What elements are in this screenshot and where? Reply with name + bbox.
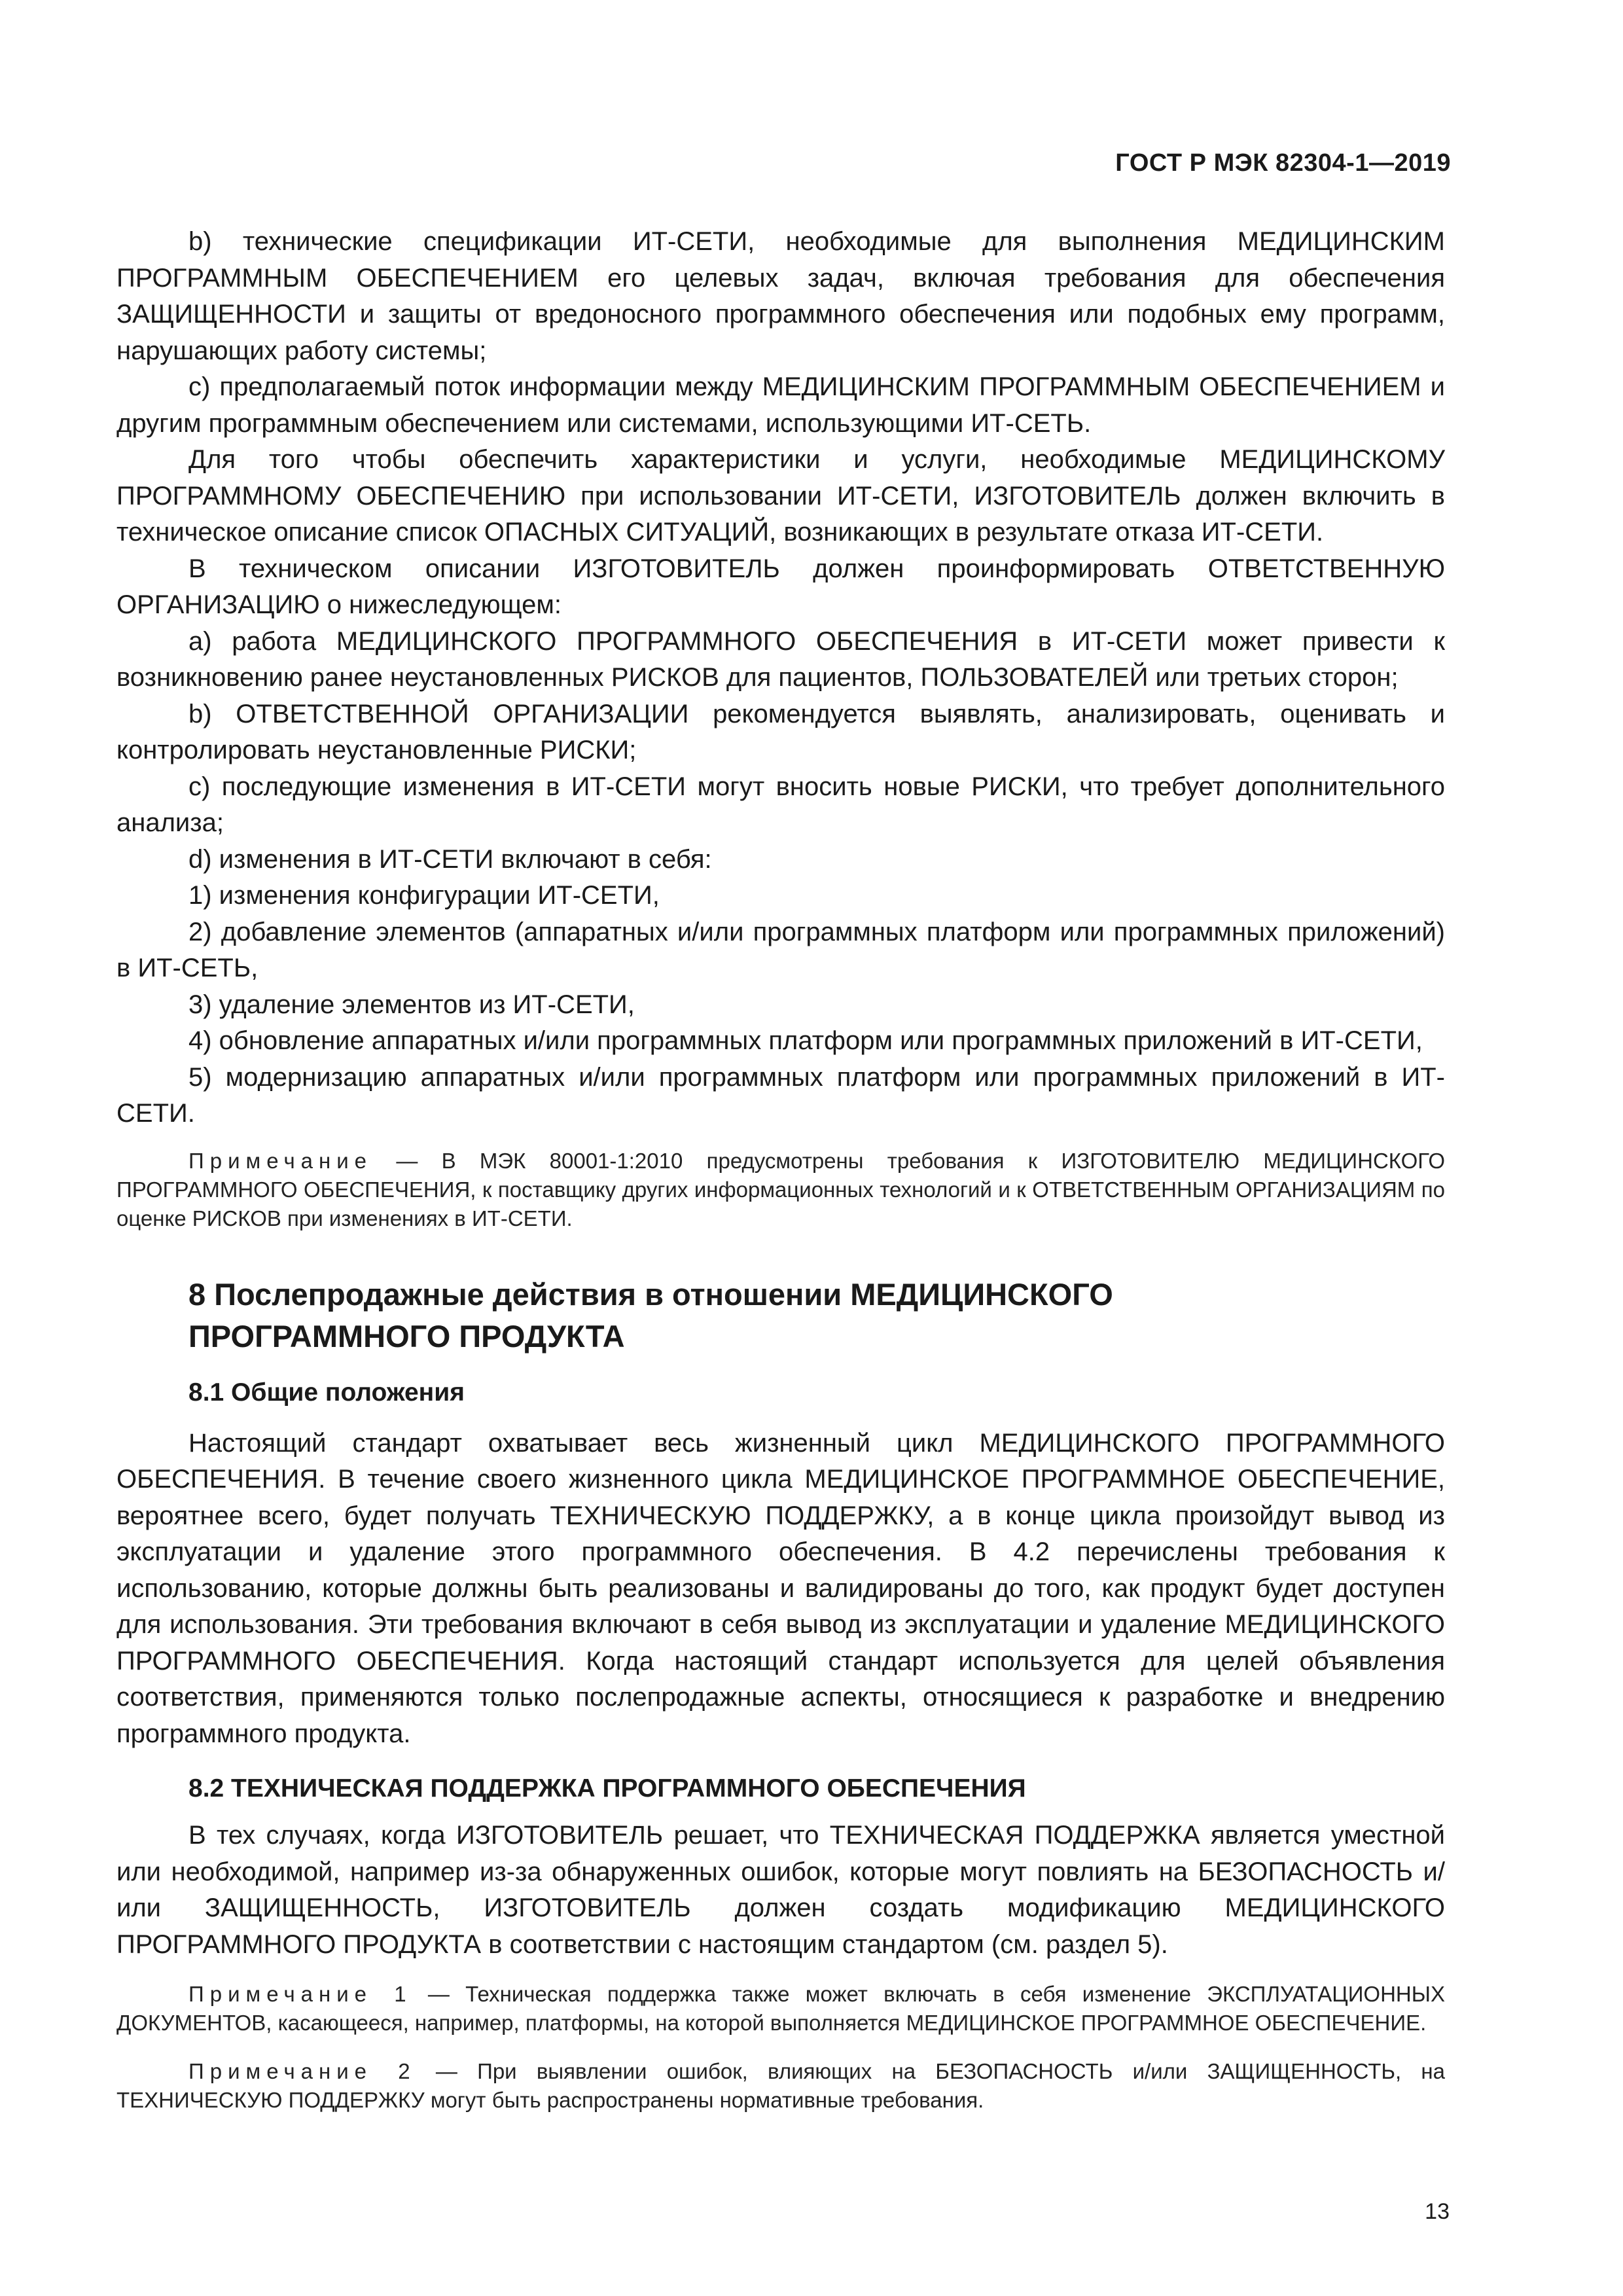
sub-item-4: 4) обновление аппаратных и/или программных платформ или программных приложений в ИТ-СЕТИ, [188, 1026, 1423, 1055]
note-2-regulatory [116, 2057, 1445, 2115]
note-text: — В МЭК 80001-1:2010 предусмотрены требования к ИЗГОТОВИТЕЛЮ МЕДИЦИНСКОГО ПРОГРАММНОГО ОБЕСПЕЧЕНИЯ, к поставщику других информационных технологий и к ОТВЕТСТВЕННЫМ ОРГАНИЗАЦИЯМ по оценке РИСКОВ при изменениях в ИТ-СЕТИ. [116, 1148, 1445, 1230]
sub-item-3: 3) удаление элементов из ИТ-СЕТИ, [188, 990, 635, 1019]
list-item-b-network-specs: b) технические спецификации ИТ-СЕТИ, необходимые для выполнения МЕДИЦИНСКИМ ПРОГРАММНЫМ ОБЕСПЕЧЕНИЕМ его целевых задач, включая требования для обеспечения ЗАЩИЩЕННОСТИ и защиты от вредоносного программного обеспечения или подобных ему программ, нарушающих работу системы; [116, 227, 1445, 365]
subsection-8-2-text: В тех случаях, когда ИЗГОТОВИТЕЛЬ решает, что ТЕХНИЧЕСКАЯ ПОДДЕРЖКА является уместной или необходимой, например из-за обнаруженных ошибок, которые могут повлиять на БЕЗОПАСНОСТЬ и/или ЗАЩИЩЕННОСТЬ, ИЗГОТОВИТЕЛЬ должен создать модификацию МЕДИЦИНСКОГО ПРОГРАММНОГО ПРОДУКТА в соответствии с настоящим стандартом (см. раздел 5). [116, 1821, 1445, 1959]
sub-item-5: 5) модернизацию аппаратных и/или программных платформ или программных приложений в ИТ-СЕТИ. [116, 1062, 1445, 1128]
paragraph-hazard-situations: Для того чтобы обеспечить характеристики и услуги, необходимые МЕДИЦИНСКОМУ ПРОГРАММНОМУ ОБЕСПЕЧЕНИЮ при использовании ИТ-СЕТИ, ИЗГОТОВИТЕЛЬ должен включить в техническое описание список ОПАСНЫХ СИТУАЦИЙ, возникающих в результате отказа ИТ-СЕТИ. [116, 445, 1445, 547]
section-8-heading [116, 1274, 1445, 1357]
list-item-c-information-flow: c) предполагаемый поток информации между МЕДИЦИНСКИМ ПРОГРАММНЫМ ОБЕСПЕЧЕНИЕМ и другим программным обеспечением или системами, использующими ИТ-СЕТЬ. [116, 372, 1445, 438]
note-1-label: Примечание 1 [188, 1982, 412, 2006]
list-item-a-new-risks: a) работа МЕДИЦИНСКОГО ПРОГРАММНОГО ОБЕСПЕЧЕНИЯ в ИТ-СЕТИ может привести к возникновению ранее неустановленных РИСКОВ для пациентов, ПОЛЬЗОВАТЕЛЕЙ или третьих сторон; [116, 626, 1445, 692]
page-content [116, 224, 1445, 2115]
section-title-line1: 8 Послепродажные действия в отношении МЕДИЦИНСКОГО [188, 1276, 1113, 1312]
list-item-d-changes-include: d) изменения в ИТ-СЕТИ включают в себя: [188, 844, 712, 874]
paragraph-technical-description: В техническом описании ИЗГОТОВИТЕЛЬ должен проинформировать ОТВЕТСТВЕННУЮ ОРГАНИЗАЦИЮ о нижеследующем: [116, 554, 1445, 619]
note-iec-80001 [116, 1147, 1445, 1233]
list-item-b-control-risks: b) ОТВЕТСТВЕННОЙ ОРГАНИЗАЦИИ рекомендуется выявлять, анализировать, оценивать и контролировать неустановленные РИСКИ; [116, 699, 1445, 764]
list-item-c-changes: c) последующие изменения в ИТ-СЕТИ могут вносить новые РИСКИ, что требует дополнительного анализа; [116, 772, 1445, 837]
subsection-8-1-title: 8.1 Общие положения [188, 1378, 465, 1407]
note-1-text: — Техническая поддержка также может включать в себя изменение ЭКСПЛУАТАЦИОННЫХ ДОКУМЕНТОВ, касающееся, например, платформы, на которой выполняется МЕДИЦИНСКОЕ ПРОГРАММНОЕ ОБЕСПЕЧЕНИЕ. [116, 1982, 1445, 2035]
note-label: Примечание [188, 1148, 373, 1173]
page-number: 13 [1425, 2199, 1450, 2224]
note-2-text: — При выявлении ошибок, влияющих на БЕЗОПАСНОСТЬ и/или ЗАЩИЩЕННОСТЬ, на ТЕХНИЧЕСКУЮ ПОДДЕРЖКУ могут быть распространены нормативные требования. [116, 2059, 1445, 2112]
sub-item-2: 2) добавление элементов (аппаратных и/или программных платформ или программных приложений) в ИТ-СЕТЬ, [116, 917, 1445, 982]
subsection-8-2-title: 8.2 ТЕХНИЧЕСКАЯ ПОДДЕРЖКА ПРОГРАММНОГО ОБЕСПЕЧЕНИЯ [188, 1774, 1026, 1803]
note-1-technical-support [116, 1980, 1445, 2037]
document-code: ГОСТ Р МЭК 82304-1—2019 [1115, 149, 1451, 177]
section-title-line2: ПРОГРАММНОГО ПРОДУКТА [188, 1318, 625, 1354]
subsection-8-1-text: Настоящий стандарт охватывает весь жизненный цикл МЕДИЦИНСКОГО ПРОГРАММНОГО ОБЕСПЕЧЕНИЯ. В течение своего жизненного цикла МЕДИЦИНСКОЕ ПРОГРАММНОЕ ОБЕСПЕЧЕНИЕ, вероятнее всего, будет получать ТЕХНИЧЕСКУЮ ПОДДЕРЖКУ, а в конце цикла произойдут вывод из эксплуатации и удаление этого программного обеспечения. В 4.2 перечислены требования к использованию, которые должны быть реализованы и валидированы до того, как продукт будет доступен для использования. Эти требования включают в себя вывод из эксплуатации и удаление МЕДИЦИНСКОГО ПРОГРАММНОГО ОБЕСПЕЧЕНИЯ. Когда настоящий стандарт используется для целей объявления соответствия, применяются только послепродажные аспекты, относящиеся к разработке и внедрению программного продукта. [116, 1428, 1445, 1748]
sub-item-1: 1) изменения конфигурации ИТ-СЕТИ, [188, 881, 660, 910]
note-2-label: Примечание 2 [188, 2059, 416, 2083]
